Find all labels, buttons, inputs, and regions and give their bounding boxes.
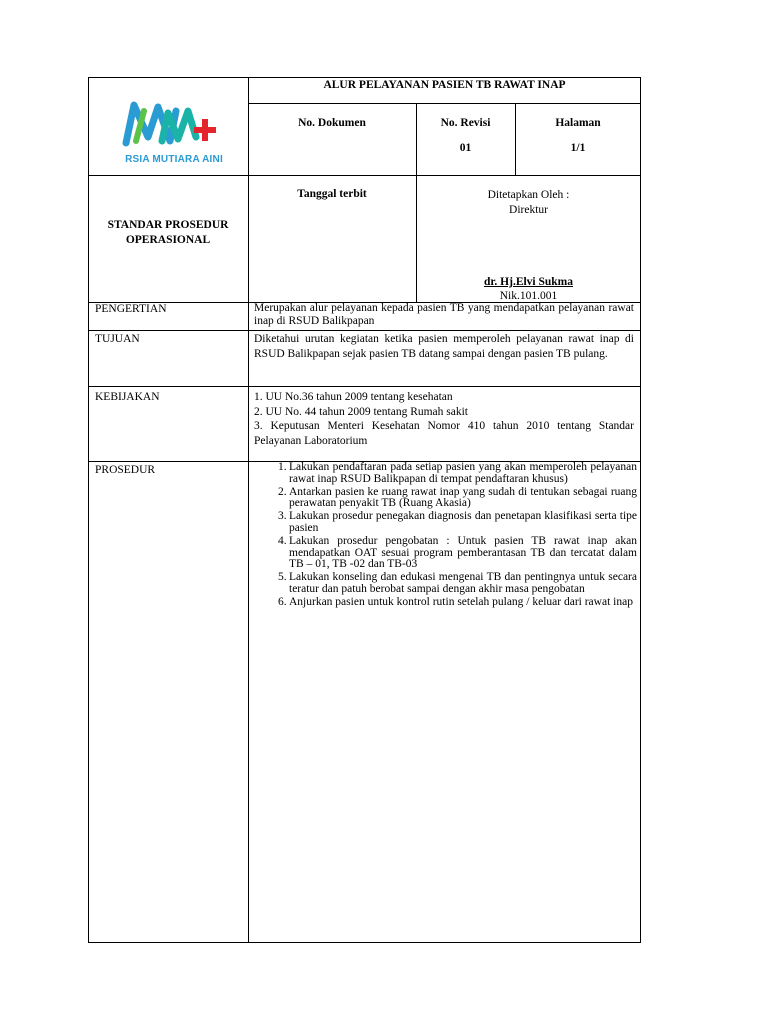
title-divider bbox=[248, 103, 641, 104]
revisi-halaman-divider bbox=[515, 103, 516, 175]
signer-nik: Nik.101.001 bbox=[499, 290, 558, 302]
list-item-number: 6. bbox=[278, 595, 287, 608]
dokumen-revisi-divider bbox=[416, 103, 417, 175]
pengertian-row-bottom bbox=[88, 330, 641, 331]
list-item bbox=[249, 572, 637, 596]
no-revisi-label: No. Revisi bbox=[440, 117, 491, 129]
border-bottom bbox=[88, 942, 641, 943]
list-item bbox=[249, 462, 637, 486]
pengertian-label: PENGERTIAN bbox=[95, 303, 167, 315]
border-left bbox=[88, 77, 89, 943]
list-item bbox=[249, 487, 637, 511]
tujuan-text: Diketahui urutan kegiatan ketika pasien memperoleh pelayanan rawat inap di RSUD Balikpapan sejak pasien TB datang sampai dengan pasien TB pulang. bbox=[254, 333, 634, 360]
list-item-text: Lakukan prosedur pengobatan : Untuk pasien TB rawat inap akan mendapatkan OAT sesuai program pemberantasan TB dan tercatat dalam TB – 01, TB -02 dan TB-03 bbox=[289, 534, 637, 571]
sop-label: STANDAR PROSEDUR OPERASIONAL bbox=[107, 219, 229, 246]
list-item-text: Lakukan prosedur penegakan diagnosis dan penetapan klasifikasi serta tipe pasien bbox=[289, 510, 637, 534]
ditetapkan-label: Ditetapkan Oleh : bbox=[487, 189, 570, 201]
prosedur-list bbox=[249, 462, 637, 610]
list-item-text: Lakukan konseling dan edukasi mengenai TB dan pentingnya untuk secara teratur dan patuh berobat sampai dengan akhir masa pengobatan bbox=[289, 571, 637, 595]
kebijakan-item: 2. UU No. 44 tahun 2009 tentang Rumah sakit bbox=[254, 406, 469, 418]
ditetapkan-role: Direktur bbox=[509, 204, 548, 216]
list-item bbox=[249, 597, 637, 609]
sop-document bbox=[88, 77, 641, 943]
list-item bbox=[249, 536, 637, 571]
halaman-label: Halaman bbox=[555, 117, 601, 129]
tujuan-row-bottom bbox=[88, 386, 641, 387]
pengertian-text: Merupakan alur pelayanan kepada pasien TB yang mendapatkan pelayanan rawat inap di RSUD Balikpapan bbox=[254, 302, 634, 327]
prosedur-label: PROSEDUR bbox=[95, 464, 156, 476]
list-item-text: Antarkan pasien ke ruang rawat inap yang sudah di tentukan sebagai ruang perawatan penyakit TB (Ruang Akasia) bbox=[289, 485, 637, 510]
tujuan-label: TUJUAN bbox=[95, 333, 140, 345]
kebijakan-label: KEBIJAKAN bbox=[95, 391, 160, 403]
list-item-text: Lakukan pendaftaran pada setiap pasien yang akan memperoleh pelayanan rawat inap RSUD Balikpapan di tempat pendaftaran khusus) bbox=[289, 461, 637, 485]
list-item bbox=[249, 511, 637, 535]
header-row-bottom bbox=[88, 175, 641, 176]
list-item-number: 1. bbox=[278, 461, 287, 473]
kebijakan-item: 3. Keputusan Menteri Kesehatan Nomor 410 tahun 2010 tentang Standar Pelayanan Laboratorium bbox=[254, 420, 634, 447]
list-item-text: Anjurkan pasien untuk kontrol rutin setelah pulang / keluar dari rawat inap bbox=[289, 595, 633, 608]
logo-text: RSIA MUTIARA AINI bbox=[125, 154, 223, 165]
list-item-number: 5. bbox=[278, 571, 287, 584]
tanggal-terbit-label: Tanggal terbit bbox=[297, 188, 367, 200]
list-item-number: 2. bbox=[278, 485, 287, 498]
list-item-number: 4. bbox=[278, 534, 287, 547]
kebijakan-item: 1. UU No.36 tahun 2009 tentang kesehatan bbox=[254, 391, 453, 403]
no-revisi-value: 01 bbox=[459, 142, 472, 154]
halaman-value: 1/1 bbox=[570, 142, 586, 154]
document-title: ALUR PELAYANAN PASIEN TB RAWAT INAP bbox=[323, 79, 566, 91]
list-item-number: 3. bbox=[278, 510, 287, 523]
no-dokumen-label: No. Dokumen bbox=[298, 117, 366, 129]
signer-name: dr. Hj.Elvi Sukma bbox=[483, 276, 574, 288]
